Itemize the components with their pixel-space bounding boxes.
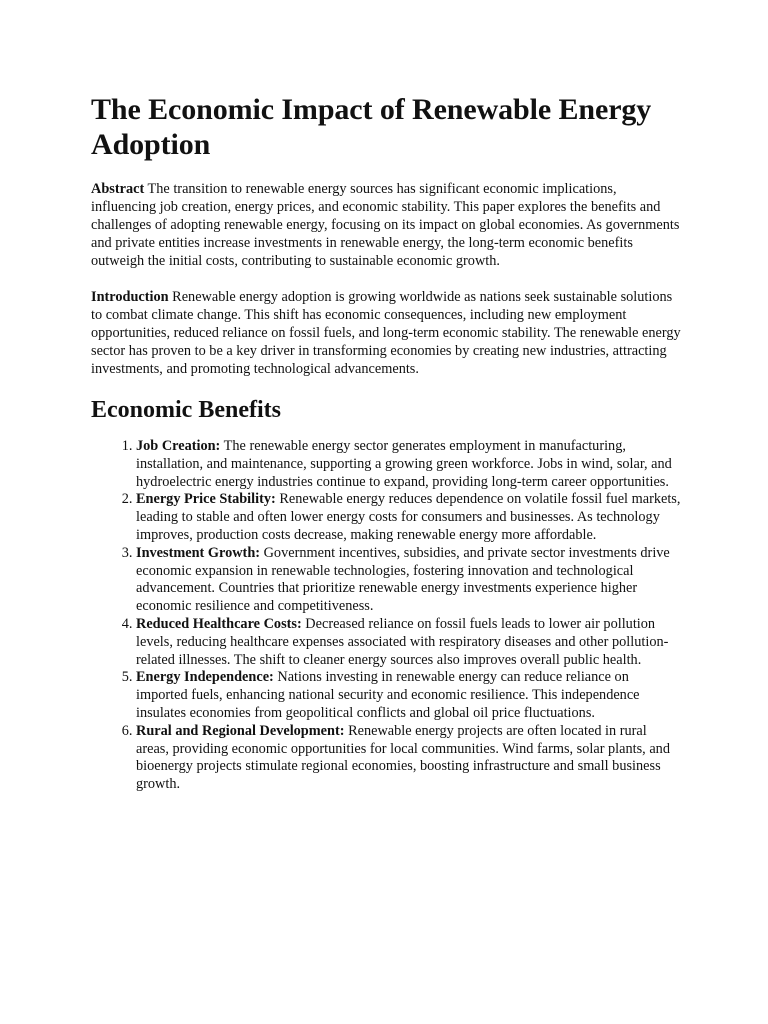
list-item [136, 438, 683, 491]
abstract-text: The transition to renewable energy sources has significant economic implications, influencing job creation, energy prices, and economic stability. This paper explores the benefits and challenges of adopting renewable energy, focusing on its impact on global economies. As governments and private entities increase investments in renewable energy, the long-term economic benefits outweigh the initial costs, contributing to sustainable economic growth. [91, 181, 680, 269]
list-item-label: Reduced Healthcare Costs: [136, 615, 302, 632]
list-item-text: Nations investing in renewable energy can reduce reliance on imported fuels, enhancing national security and economic resilience. This independence insulates economies from geopolitical conflicts and global oil price fluctuations. [136, 669, 640, 721]
document-title: The Economic Impact of Renewable Energy Adoption [91, 93, 652, 161]
section-heading: Economic Benefits [91, 397, 281, 423]
list-item [136, 491, 683, 544]
list-item-text: Government incentives, subsidies, and private sector investments drive economic expansion in renewable technologies, fostering innovation and technological advancement. Countries that prioritize renewable energy investments experience higher economic resilience and competitiveness. [136, 544, 670, 615]
document-page [91, 92, 683, 794]
list-item-label: Job Creation: [136, 438, 221, 454]
abstract-paragraph [91, 180, 683, 270]
list-item-text: Decreased reliance on fossil fuels leads to lower air pollution levels, reducing healthcare expenses associated with respiratory diseases and other pollution-related illnesses. The shift to cleaner energy sources also improves overall public health. [136, 615, 669, 668]
introduction-text: Renewable energy adoption is growing worldwide as nations seek sustainable solutions to combat climate change. This shift has economic consequences, including new employment opportunities, reduced reliance on fossil fuels, and long-term economic stability. The renewable energy sector has proven to be a key driver in transforming economies by creating new industries, attracting investments, and promoting technological advancements. [91, 289, 681, 377]
list-item [136, 723, 683, 794]
list-item-label: Investment Growth: [136, 544, 261, 561]
list-item-label: Energy Independence: [136, 669, 274, 686]
list-item [136, 669, 683, 722]
abstract-label: Abstract [91, 181, 145, 197]
list-item [136, 616, 683, 669]
list-item-text: Renewable energy projects are often located in rural areas, providing economic opportunities for local communities. Wind farms, solar plants, and bioenergy projects stimulate regional economies, boosting infrastructure and small business growth. [136, 722, 670, 793]
list-item-text: The renewable energy sector generates employment in manufacturing, installation, and maintenance, supporting a growing green workforce. Jobs in wind, solar, and hydroelectric energy industries continue to expand, providing long-term career opportunities. [136, 438, 672, 490]
list-item-text: Renewable energy reduces dependence on volatile fossil fuel markets, leading to stable and often lower energy costs for consumers and businesses. As technology improves, production costs decrease, making renewable energy more affordable. [136, 491, 681, 543]
introduction-label: Introduction [91, 289, 169, 305]
list-item-label: Energy Price Stability: [136, 491, 276, 508]
list-item [136, 545, 683, 616]
introduction-paragraph [91, 288, 683, 378]
list-item-label: Rural and Regional Development: [136, 722, 345, 739]
benefit-list [91, 438, 683, 794]
